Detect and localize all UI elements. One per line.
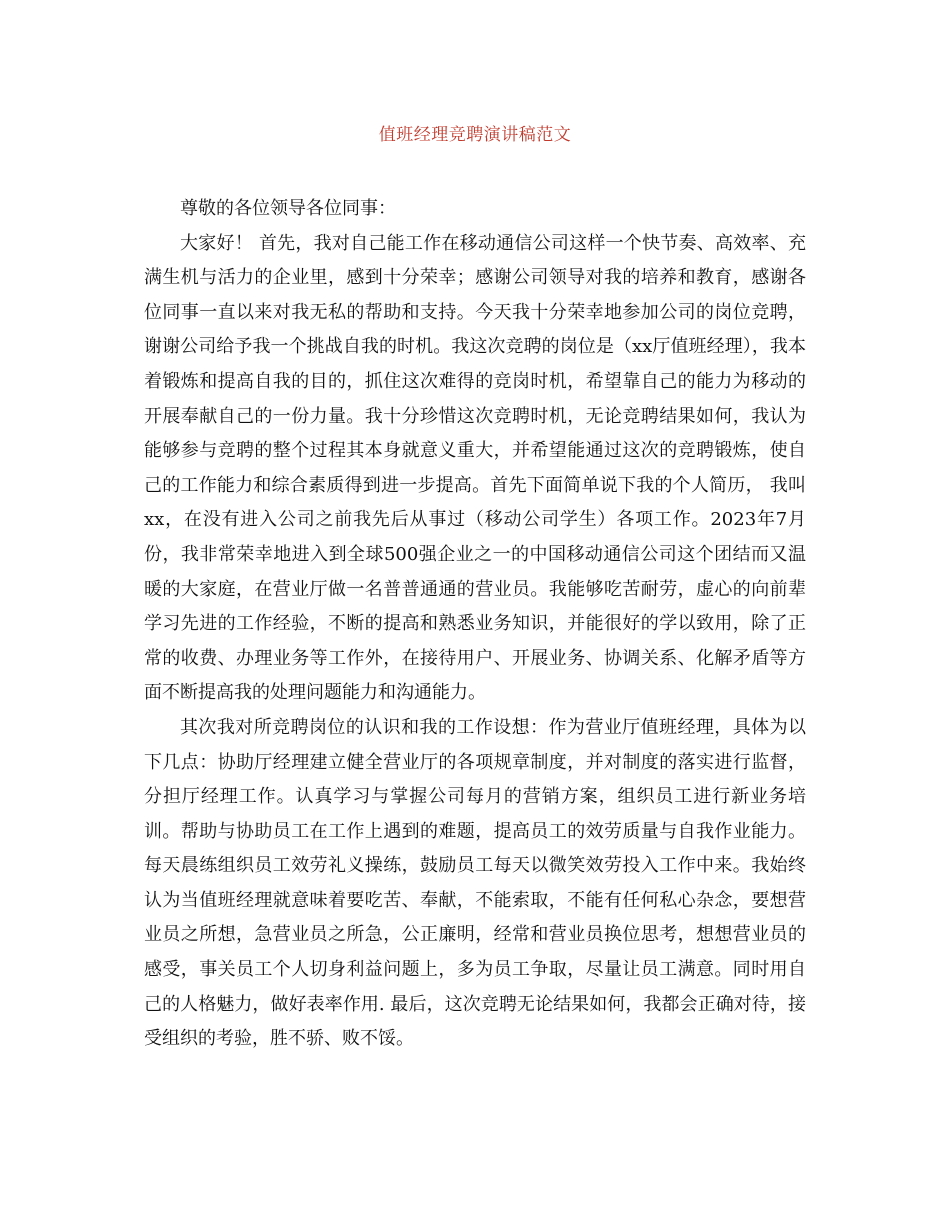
- body-paragraph: 大家好！ 首先，我对自己能工作在移动通信公司这样一个快节奏、高效率、充满生机与活力的企业里，感到十分荣幸；感谢公司领导对我的培养和教育，感谢各位同事一直以来对我无私的帮助和支持。今天我十分荣幸地参加公司的岗位竞聘，谢谢公司给予我一个挑战自我的时机。我这次竞聘的岗位是（xx厅值班经理），我本着锻炼和提高自我的目的，抓住这次难得的竞岗时机，希望靠自己的能力为移动的开展奉献自己的一份力量。我十分珍惜这次竞聘时机，无论竞聘结果如何，我认为能够参与竞聘的整个过程其本身就意义重大，并希望能通过这次的竞聘锻炼，使自己的工作能力和综合素质得到进一步提高。首先下面简单说下我的个人简历， 我叫xx，在没有进入公司之前我先后从事过（移动公司学生）各项工作。2023年7月份，我非常荣幸地进入到全球500强企业之一的中国移动通信公司这个团结而又温暖的大家庭，在营业厅做一名普普通通的营业员。我能够吃苦耐劳，虚心的向前辈学习先进的工作经验，不断的提高和熟悉业务知识，并能很好的学以致用，除了正常的收费、办理业务等工作外，在接待用户、开展业务、协调关系、化解矛盾等方面不断提高我的处理问题能力和沟通能力。: [144, 232, 806, 704]
- document-title: 值班经理竞聘演讲稿范文: [378, 125, 572, 145]
- greeting-paragraph: 尊敬的各位领导各位同事：: [180, 198, 396, 219]
- body-paragraph: 其次我对所竞聘岗位的认识和我的工作设想：作为营业厅值班经理，具体为以下几点：协助厅经理建立健全营业厅的各项规章制度，并对制度的落实进行监督，分担厅经理工作。认真学习与掌握公司每月的营销方案，组织员工进行新业务培训。帮助与协助员工在工作上遇到的难题，提高员工的效劳质量与自我作业能力。每天晨练组织员工效劳礼义操练，鼓励员工每天以微笑效劳投入工作中来。我始终认为当值班经理就意味着要吃苦、奉献，不能索取，不能有任何私心杂念，要想营业员之所想，急营业员之所急，公正廉明，经常和营业员换位思考，想想营业员的感受，事关员工个人切身利益问题上，多为员工争取，尽量让员工满意。同时用自己的人格魅力，做好表率作用. 最后，这次竞聘无论结果如何，我都会正确对待，接受组织的考验，胜不骄、败不馁。: [144, 716, 806, 1050]
- document-body: [144, 192, 806, 1057]
